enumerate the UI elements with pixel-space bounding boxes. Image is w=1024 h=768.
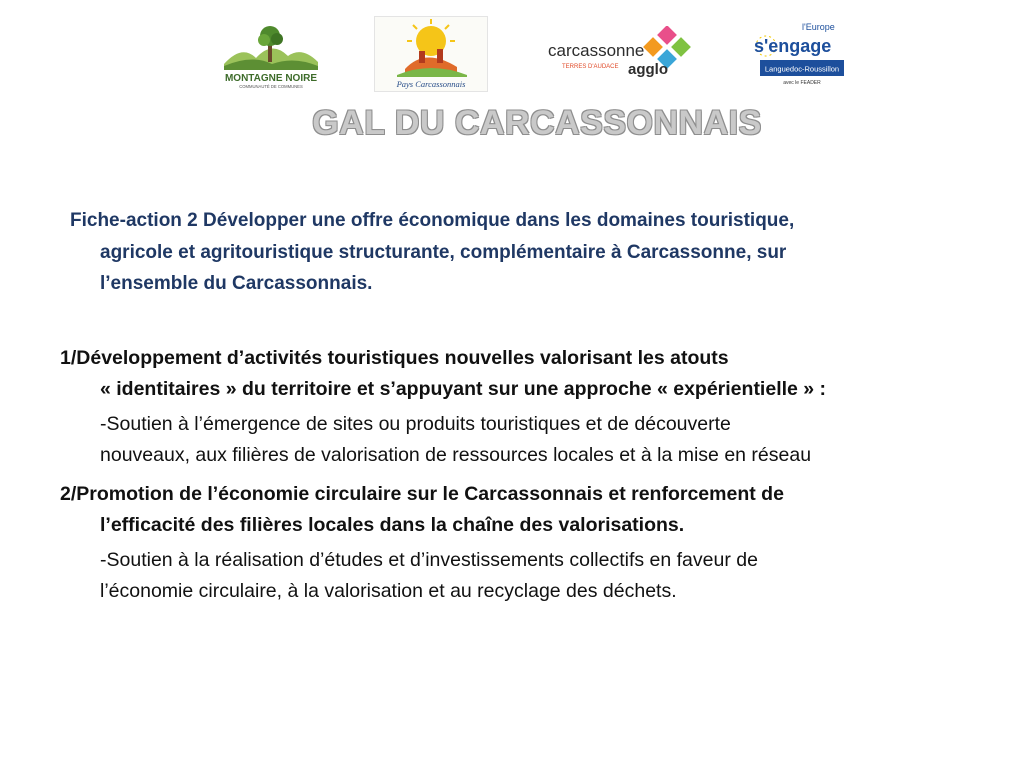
section-2-heading-line-1: 2/Promotion de l’économie circulaire sur le Carcassonnais et renforcement de [60, 483, 784, 505]
montagne-noire-name: MONTAGNE NOIRE [224, 73, 318, 84]
section-2-bullet-line-2: l’économie circulaire, à la valorisation et au recyclage des déchets. [100, 580, 677, 602]
fiche-line-2: agricole et agritouristique structurante, complémentaire à Carcassonne, sur [100, 242, 787, 263]
section-1-bullet-line-2: nouveaux, aux filières de valorisation de ressources locales et à la mise en réseau [100, 444, 812, 466]
pays-carcassonnais-name: Pays Carcassonnais [396, 79, 466, 89]
section-2-heading-line-2: l’efficacité des filières locales dans la chaîne des valorisations. [100, 514, 685, 536]
carcassonne-agglo-line3: agglo [628, 61, 668, 78]
europe-line2: s'engage [754, 36, 832, 56]
montagne-noire-logo [222, 22, 320, 90]
section-2-bullet-line-1: -Soutien à la réalisation d’études et d’investissements collectifs en faveur de [100, 549, 758, 571]
fiche-line-3: l’ensemble du Carcassonnais. [100, 273, 373, 294]
pays-carcassonnais-logo [374, 16, 488, 92]
section-1-bullet [60, 409, 960, 471]
europe-engage-logo [752, 20, 846, 86]
europe-line3: Languedoc-Roussillon [764, 64, 840, 74]
section-1-heading-line-2: « identitaires » du territoire et s’appuyant sur une approche « expérientielle » : [100, 378, 827, 400]
section-2 [60, 479, 960, 607]
section-1-heading-line-1: 1/Développement d’activités touristiques nouvelles valorisant les atouts [60, 347, 729, 369]
montagne-noire-sub: COMMUNAUTÉ DE COMMUNES [239, 84, 303, 89]
section-2-bullet [60, 545, 960, 607]
europe-line4: avec le FEADER [783, 80, 821, 86]
fiche-action-heading [70, 205, 950, 299]
section-1-heading [60, 343, 960, 405]
fiche-line-1: Fiche-action 2 Développer une offre économique dans les domaines touristique, [70, 210, 795, 231]
carcassonne-agglo-logo [548, 26, 704, 86]
logo-strip [0, 14, 1024, 94]
section-2-heading [60, 479, 960, 541]
europe-line1: l'Europe [802, 22, 835, 32]
section-1-bullet-line-1: -Soutien à l’émergence de sites ou produits touristiques et de découverte [100, 413, 731, 435]
carcassonne-agglo-line1: carcassonne [548, 41, 645, 60]
section-1 [60, 343, 960, 471]
carcassonne-agglo-line2: TERRES D'AUDACE [562, 64, 619, 70]
page-title: GAL DU CARCASSONNAIS [312, 104, 762, 142]
